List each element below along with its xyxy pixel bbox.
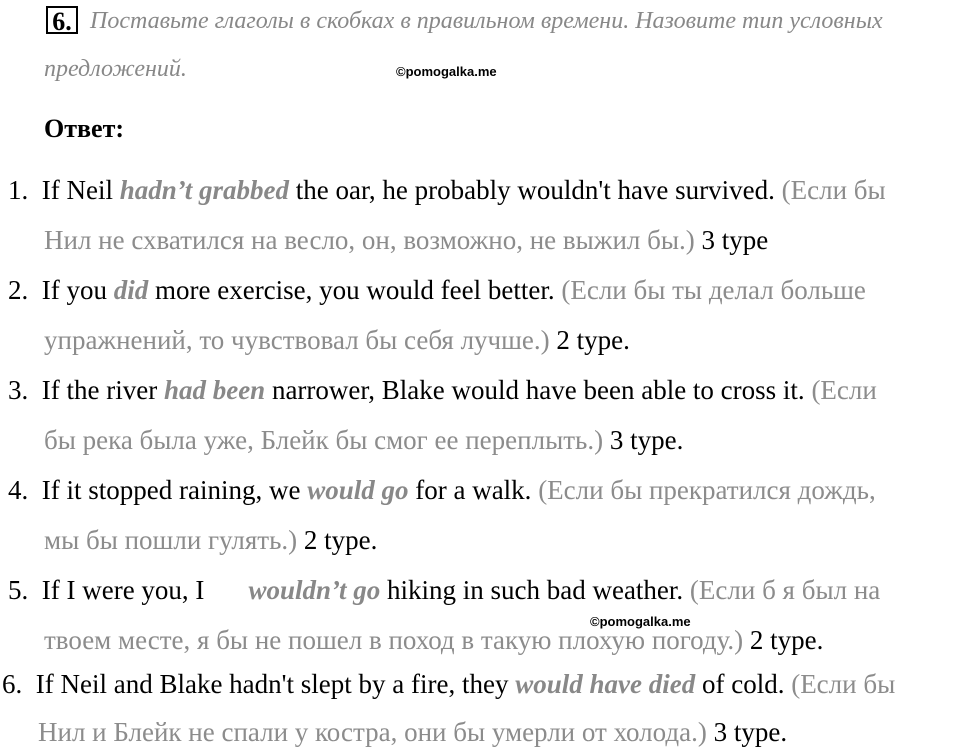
answer-verb: hadn’t grabbed — [119, 175, 289, 205]
list-item-continuation — [38, 716, 787, 748]
list-item-continuation — [44, 324, 630, 356]
item-number: 6. — [2, 669, 23, 699]
item-text: If it stopped raining, we — [41, 475, 308, 505]
item-text: narrower, Blake would have been able to cross it. — [265, 375, 812, 405]
watermark: ©pomogalka.me — [590, 614, 691, 629]
list-item — [2, 668, 895, 700]
list-item-continuation — [44, 524, 377, 556]
translation: мы бы пошли гулять.) — [44, 525, 298, 555]
translation: (Если бы — [781, 175, 886, 205]
translation: (Если — [811, 375, 877, 405]
item-number: 1. — [8, 175, 29, 205]
item-text: more exercise, you would feel better. — [148, 275, 562, 305]
condition-type: 2 type. — [743, 625, 824, 655]
item-text: for a walk. — [408, 475, 539, 505]
item-text: If Neil — [41, 175, 120, 205]
translation: (Если бы — [791, 669, 896, 699]
translation: (Если бы ты делал больше — [561, 275, 866, 305]
list-item — [8, 274, 866, 306]
item-text: If the river — [41, 375, 164, 405]
list-item-continuation — [44, 624, 823, 656]
translation: твоем месте, я бы не пошел в поход в такую плохую погоду.) — [44, 625, 744, 655]
item-number: 2. — [8, 275, 29, 305]
item-text: If Neil and Blake hadn't slept by a fire, they — [35, 669, 516, 699]
answer-verb: wouldn’t go — [248, 575, 381, 605]
item-text: of cold. — [695, 669, 792, 699]
condition-type: 2 type. — [549, 325, 630, 355]
list-item-continuation — [44, 224, 768, 256]
item-number: 4. — [8, 475, 29, 505]
item-number: 3. — [8, 375, 29, 405]
translation: Нил не схватился на весло, он, возможно, не выжил бы.) — [44, 225, 695, 255]
instruction-line-2: предложений. — [44, 56, 187, 82]
condition-type: 2 type. — [297, 525, 378, 555]
condition-type: 3 type. — [706, 717, 788, 747]
list-item — [8, 374, 877, 406]
item-text: If I were you, I — [41, 575, 205, 605]
answer-label: Ответ: — [44, 114, 125, 143]
condition-type: 3 type — [694, 225, 769, 255]
answer-verb: would have died — [515, 669, 696, 699]
item-text: hiking in such bad weather. — [380, 575, 690, 605]
answer-verb: had been — [163, 375, 266, 405]
list-item-continuation — [44, 424, 683, 456]
translation: упражнений, то чувствовал бы себя лучше.) — [44, 325, 550, 355]
translation: бы река была уже, Блейк бы смог ее переплыть.) — [44, 425, 604, 455]
answer-verb: would go — [307, 475, 409, 505]
list-item — [8, 474, 876, 506]
watermark: ©pomogalka.me — [396, 64, 497, 79]
list-item — [8, 574, 880, 606]
exercise-number: 6. — [46, 6, 78, 34]
list-item — [8, 174, 886, 206]
item-number: 5. — [8, 575, 29, 605]
answer-verb: did — [113, 275, 149, 305]
translation: (Если б я был на — [689, 575, 881, 605]
instruction-line-1: Поставьте глаголы в скобках в правильном времени. Назовите тип условных — [90, 8, 883, 34]
item-text: the oar, he probably wouldn't have survived. — [288, 175, 782, 205]
translation: (Если бы прекратился дождь, — [538, 475, 876, 505]
item-text: If you — [41, 275, 114, 305]
translation: Нил и Блейк не спали у костра, они бы умерли от холода.) — [38, 717, 707, 747]
condition-type: 3 type. — [603, 425, 684, 455]
